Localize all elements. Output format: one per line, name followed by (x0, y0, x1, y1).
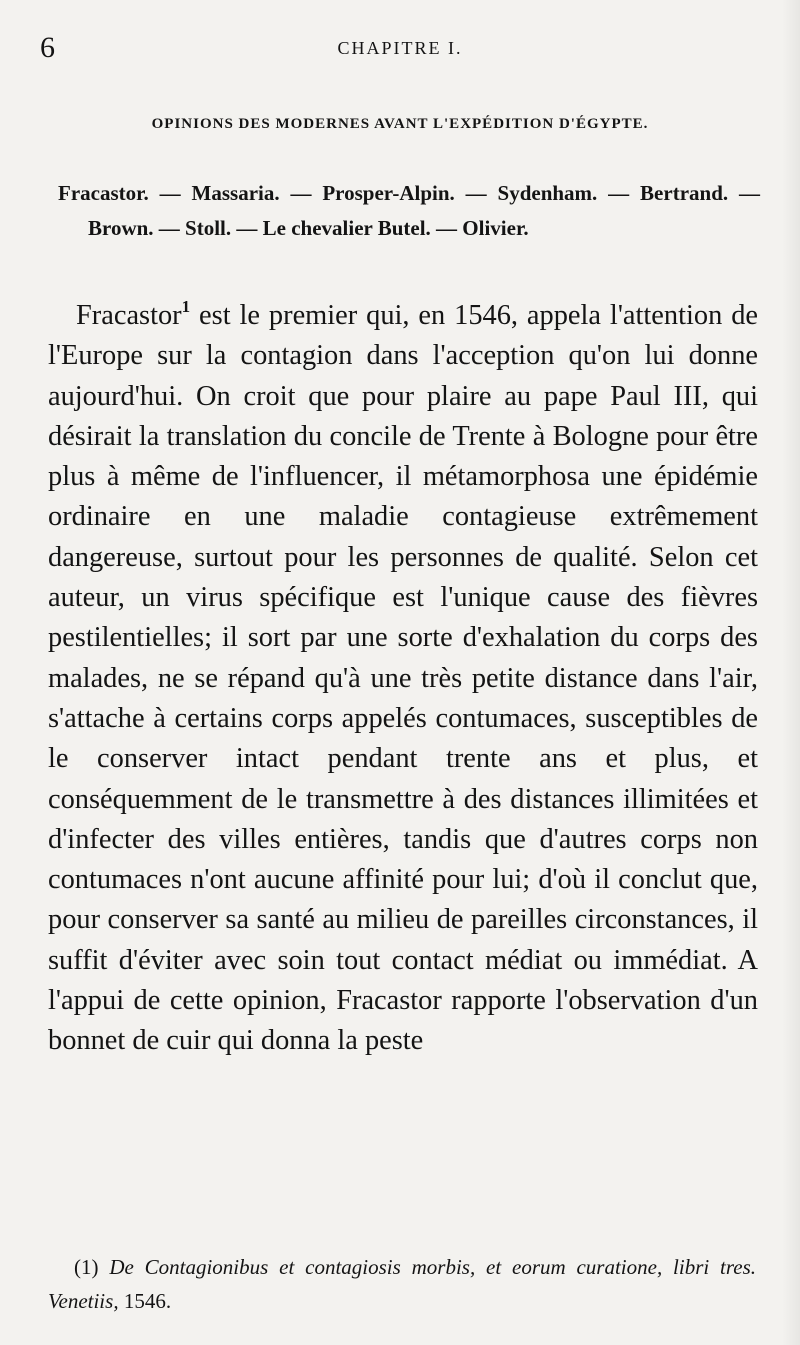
chapter-title: CHAPITRE I. (337, 38, 463, 58)
footnote-year: 1546. (123, 1289, 172, 1313)
footnote-marker: (1) (74, 1255, 99, 1279)
running-head (40, 30, 760, 70)
lead-word: Fracastor (76, 300, 182, 331)
footnote-reference: 1 (181, 297, 191, 316)
chapter-summary: Fracastor. — Massaria. — Prosper-Alpin. — Sydenham. — Bertrand. — Brown. — Stoll. — Le chevalier Butel. — Olivier. (58, 181, 760, 240)
paragraph-text: est le premier qui, en 1546, appela l'attention de l'Europe sur la contagion dans l'acception qu'on lui donne aujourd'hui. On croit que pour plaire au pape Paul III, qui désirait la translation du concile de Trente à Bologne pour être plus à même de l'influencer, il métamorphosa une épidémie ordinaire en une maladie contagieuse extrêmement dangereuse, surtout pour les personnes de qualité. Selon cet auteur, un virus spécifique est l'unique cause des fièvres pestilentielles; il sort par une sorte d'exhalation du corps des malades, ne se répand qu'à une très petite distance dans l'air, s'attache à certains corps appelés contumaces, susceptibles de le conserver intact pendant trente ans et plus, et conséquemment de le transmettre à des distances illimitées et d'infecter des villes entières, tandis que d'autres corps non contumaces n'ont aucune affinité pour lui; d'où il conclut que, pour conserver sa santé au milieu de pareilles circonstances, il suffit d'éviter avec soin tout contact médiat ou immédiat. A l'appui de cette opinion, Fracastor rapporte l'observation d'un bonnet de cuir qui donna la peste (48, 300, 758, 1057)
page-number: 6 (40, 31, 55, 64)
page-edge-shadow (782, 0, 800, 1345)
body-paragraph (48, 296, 758, 1062)
footnote-title: De Contagionibus et contagiosis morbis, et eorum curatione, libri tres. Venetiis, (48, 1255, 757, 1313)
footnote (48, 1250, 756, 1318)
section-heading: OPINIONS DES MODERNES AVANT L'EXPÉDITION D'ÉGYPTE. (151, 116, 649, 132)
